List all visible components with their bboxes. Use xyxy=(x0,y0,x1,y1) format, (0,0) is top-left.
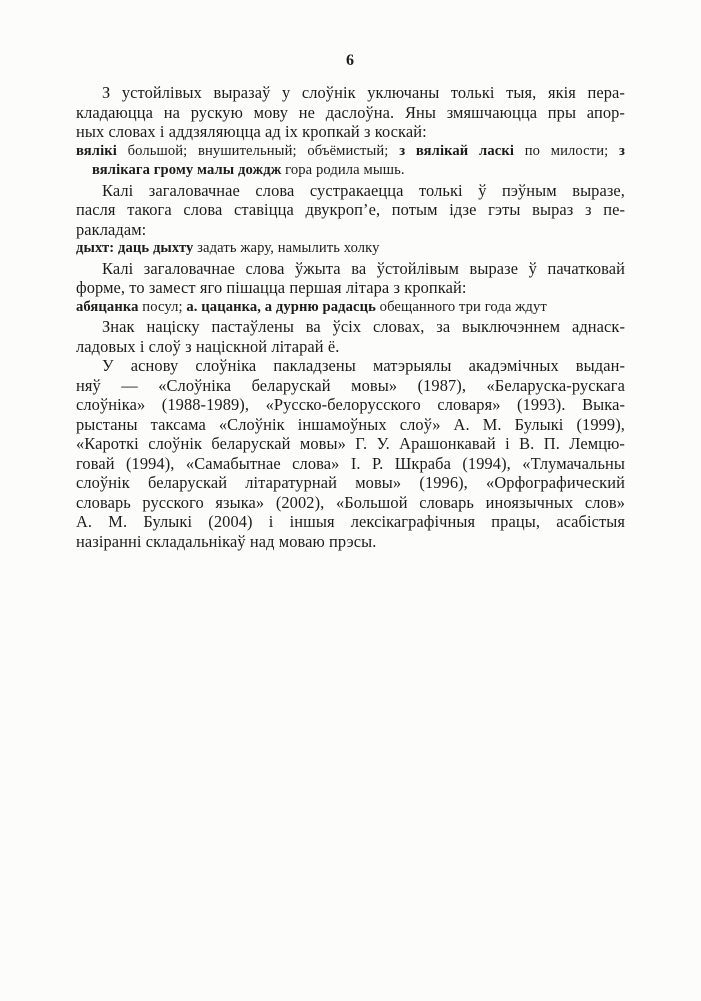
bold-text-run: вялікага грому малы дождж xyxy=(92,162,282,178)
text-line xyxy=(76,239,625,259)
text-line xyxy=(76,356,625,376)
text-run: слоўнік беларускай літаратурнай мовы» (1996), «Орфографический xyxy=(76,473,625,492)
bold-text-run: а. цацанка, а дурню радасць xyxy=(186,298,376,315)
bold-text-run: з xyxy=(619,142,625,159)
text-line xyxy=(76,200,625,220)
page-number: 6 xyxy=(346,52,355,69)
text-run: няў — «Слоўніка беларускай мовы» (1987), «Беларуска-рускага xyxy=(76,375,625,395)
text-line xyxy=(76,278,625,298)
bold-text-run: абяцанка xyxy=(76,298,139,315)
text-run: З устойлівых выразаў у слоўнік уключаны толькі тыя, якія пера- xyxy=(102,83,625,102)
text-run: назіранні складальнікаў над моваю прэсы. xyxy=(76,531,377,551)
text-run: обещанного три года ждут xyxy=(375,298,547,315)
text-run: ных словах і аддзяляюцца ад іх кропкай з коскай: xyxy=(76,122,427,141)
text-line xyxy=(76,83,625,103)
text-line xyxy=(76,181,625,201)
text-line xyxy=(76,454,625,474)
text-run: Калі загаловачнае слова ўжыта ва ўстойлівым выразе ў пачатковай xyxy=(102,258,625,278)
text-run: форме, то замест яго пішацца першая літара з кропкай: xyxy=(76,278,467,297)
bold-text-run: дыхт: даць дыхту xyxy=(76,240,194,256)
text-run: У аснову слоўніка пакладзены матэрыялы акадэмічных выдан- xyxy=(102,356,625,375)
text-line xyxy=(76,337,625,357)
text-line xyxy=(76,103,625,123)
text-line xyxy=(76,434,625,454)
text-line xyxy=(76,376,625,396)
text-run: задать жару, намылить холку xyxy=(193,240,380,256)
text-line xyxy=(76,259,625,279)
text-line xyxy=(76,220,625,240)
text-line xyxy=(76,142,625,162)
page-text xyxy=(76,83,625,551)
text-run: ладовых і слоў з націскной літарай ё. xyxy=(76,336,340,356)
text-line xyxy=(76,317,625,337)
text-line xyxy=(76,532,625,552)
text-line xyxy=(76,161,625,181)
text-run: Калі загаловачнае слова сустракаецца толькі ў пэўным выразе, xyxy=(102,180,625,200)
text-line xyxy=(76,122,625,142)
text-run: рыстаны таксама «Слоўнік іншамоўных слоў» А. М. Булыкі (1999), xyxy=(76,414,625,434)
text-line xyxy=(76,415,625,435)
text-run: говай (1994), «Самабытнае слова» І. Р. Шкраба (1994), «Тлумачальны xyxy=(76,453,625,473)
text-line xyxy=(76,298,625,318)
text-run: большой; внушительный; объёмистый; xyxy=(116,142,400,159)
text-run: Знак націску пастаўлены ва ўсіх словах, за выключэннем аднаск- xyxy=(102,317,625,336)
text-run: слоўніка» (1988-1989), «Русско-белорусского словаря» (1993). Выка- xyxy=(76,395,625,414)
text-run: «Кароткі слоўнік беларускай мовы» Г. У. Арашонкавай і В. П. Лемцю- xyxy=(76,434,625,453)
text-line xyxy=(76,512,625,532)
text-line xyxy=(76,493,625,513)
bold-text-run: з вялікай ласкі xyxy=(399,142,514,159)
text-run: А. М. Булыкі (2004) і іншыя лексікаграфічныя працы, асабістыя xyxy=(76,512,625,531)
text-run: ракладам: xyxy=(76,219,147,239)
text-run: словарь русского языка» (2002), «Большой словарь иноязычных слов» xyxy=(76,492,625,512)
bold-text-run: вялікі xyxy=(76,142,117,159)
text-run: гора родила мышь. xyxy=(281,162,405,178)
text-run: пасля такога слова ставіцца двукроп’е, потым ідзе гэты выраз з пе- xyxy=(76,200,625,219)
text-run: кладаюцца на рускую мову не даслоўна. Яны змяшчаюцца пры апор- xyxy=(76,102,625,122)
text-run: по милости; xyxy=(513,142,620,159)
text-run: посул; xyxy=(138,298,187,315)
text-line xyxy=(76,473,625,493)
text-line xyxy=(76,395,625,415)
